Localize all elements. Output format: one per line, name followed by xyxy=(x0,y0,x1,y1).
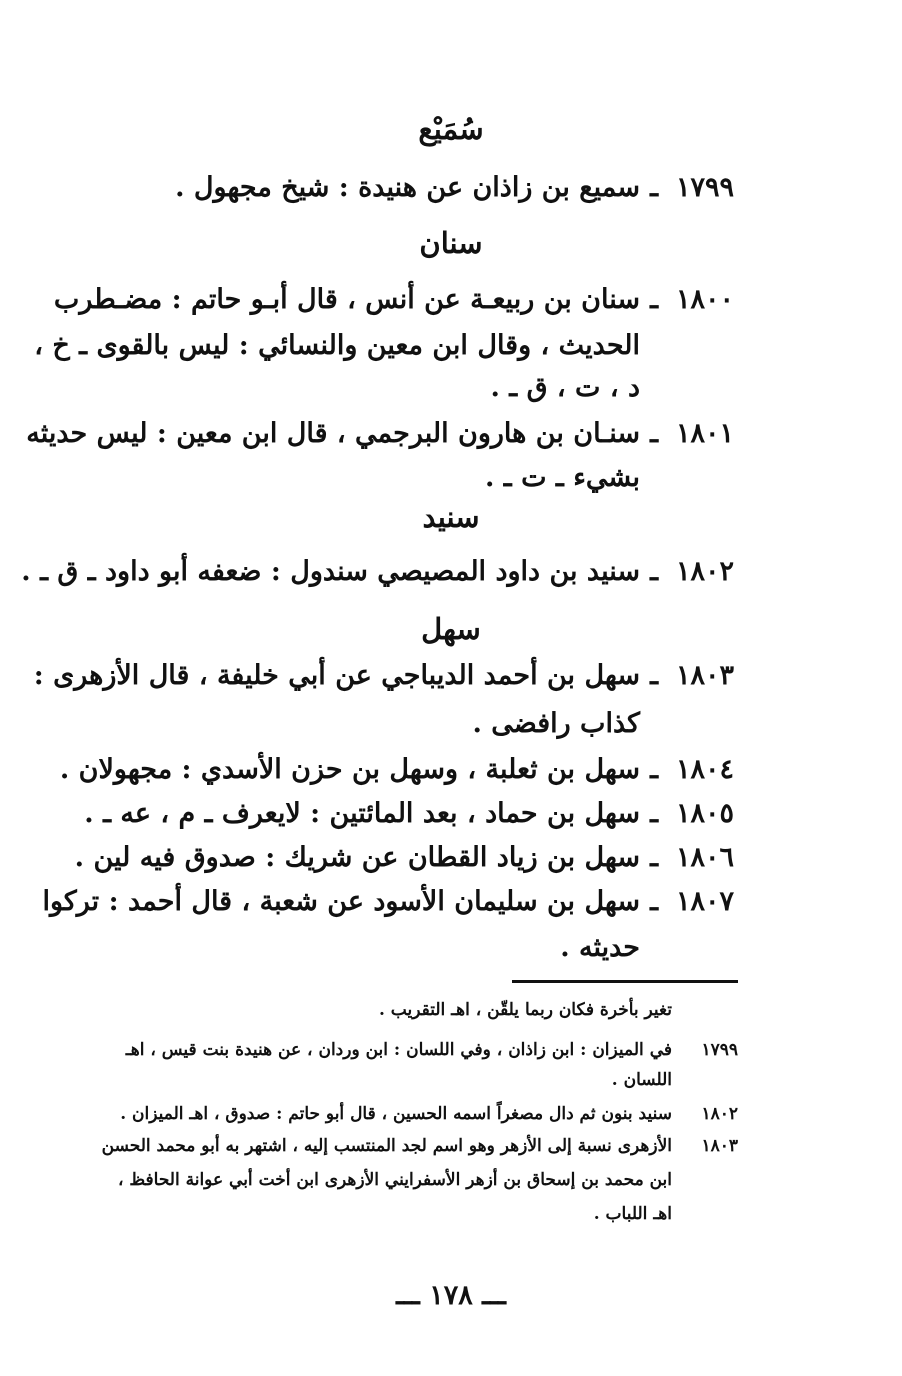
entry-dash: ـ xyxy=(650,284,658,315)
entry-dash: ـ xyxy=(650,172,658,203)
entry-text: سهل بن حماد ، بعد المائتين : لايعرف ـ م ، عه ـ . xyxy=(84,798,640,829)
entry-number: ١٨٠٤ xyxy=(675,754,734,785)
entry-dash: ـ xyxy=(650,798,658,829)
entry-number: ١٨٠٠ xyxy=(675,284,734,315)
entry-dash: ـ xyxy=(650,842,658,873)
entry-number: ١٨٠٣ xyxy=(675,660,734,691)
entry-text: حديثه . xyxy=(560,932,640,963)
entry-number: ١٧٩٩ xyxy=(675,172,734,203)
section-heading: سُمَيْع xyxy=(418,112,484,146)
entry-number: ١٨٠٢ xyxy=(675,556,734,587)
footnote-line: الأزهرى نسبة إلى الأزهر وهو اسم لجد المنتسب إليه ، اشتهر به أبو محمد الحسن xyxy=(101,1136,672,1156)
entry-text: بشيء ـ ت ـ . xyxy=(484,462,640,493)
entry-dash: ـ xyxy=(650,660,658,691)
entry-text: سميع بن زاذان عن هنيدة : شيخ مجهول . xyxy=(175,172,640,203)
entry-number: ١٨٠٦ xyxy=(675,842,734,873)
entry-text: سنيد بن داود المصيصي سندول : ضعفه أبو داود ـ ق ـ . xyxy=(21,556,640,587)
footnote-line: اللسان . xyxy=(611,1070,672,1090)
section-heading: سنيد xyxy=(422,500,480,534)
entry-text: سنان بن ربيعـة عن أنس ، قال أبـو حاتم : مضـطرب xyxy=(53,284,640,315)
entry-text: الحديث ، وقال ابن معين والنسائي : ليس بالقوى ـ خ ، xyxy=(34,330,640,361)
footnote-number: ١٨٠٣ xyxy=(701,1136,738,1156)
entry-dash: ـ xyxy=(650,754,658,785)
entry-text: د ، ت ، ق ـ . xyxy=(490,372,640,403)
footnote-line: اهـ اللباب . xyxy=(593,1204,672,1224)
footnote-line: تغير بأخرة فكان ربما يلقّن ، اهـ التقريب . xyxy=(378,1000,672,1020)
entry-text: سهل بن سليمان الأسود عن شعبة ، قال أحمد : تركوا xyxy=(42,886,640,917)
footnote-number: ١٧٩٩ xyxy=(701,1040,738,1060)
entry-text: سهل بن أحمد الديباجي عن أبي خليفة ، قال الأزهرى : xyxy=(33,660,640,691)
entry-text: سهل بن ثعلبة ، وسهل بن حزن الأسدي : مجهولان . xyxy=(59,754,640,785)
page-number: ـــ ١٧٨ ـــ xyxy=(396,1280,506,1311)
footnote-line: سنيد بنون ثم دال مصغراً اسمه الحسين ، قال أبو حاتم : صدوق ، اهـ الميزان . xyxy=(120,1104,672,1124)
entry-dash: ـ xyxy=(650,556,658,587)
entry-number: ١٨٠٥ xyxy=(675,798,734,829)
entry-text: كذاب رافضى . xyxy=(472,708,640,739)
entry-text: سنـان بن هارون البرجمي ، قال ابن معين : ليس حديثه xyxy=(26,418,640,449)
entry-number: ١٨٠١ xyxy=(675,418,734,449)
section-heading: سهل xyxy=(421,612,481,646)
footnote-line: ابن محمد بن إسحاق بن أزهر الأسفرايني الأزهرى ابن أخت أبي عوانة الحافظ ، xyxy=(117,1170,672,1190)
entry-text: سهل بن زياد القطان عن شريك : صدوق فيه لين . xyxy=(74,842,640,873)
entry-dash: ـ xyxy=(650,418,658,449)
entry-dash: ـ xyxy=(650,886,658,917)
footnote-number: ١٨٠٢ xyxy=(701,1104,738,1124)
footnote-line: في الميزان : ابن زاذان ، وفي اللسان : ابن وردان ، عن هنيدة بنت قيس ، اهـ xyxy=(125,1040,672,1060)
footnote-separator xyxy=(512,980,738,983)
entry-number: ١٨٠٧ xyxy=(675,886,734,917)
section-heading: سنان xyxy=(419,226,483,260)
